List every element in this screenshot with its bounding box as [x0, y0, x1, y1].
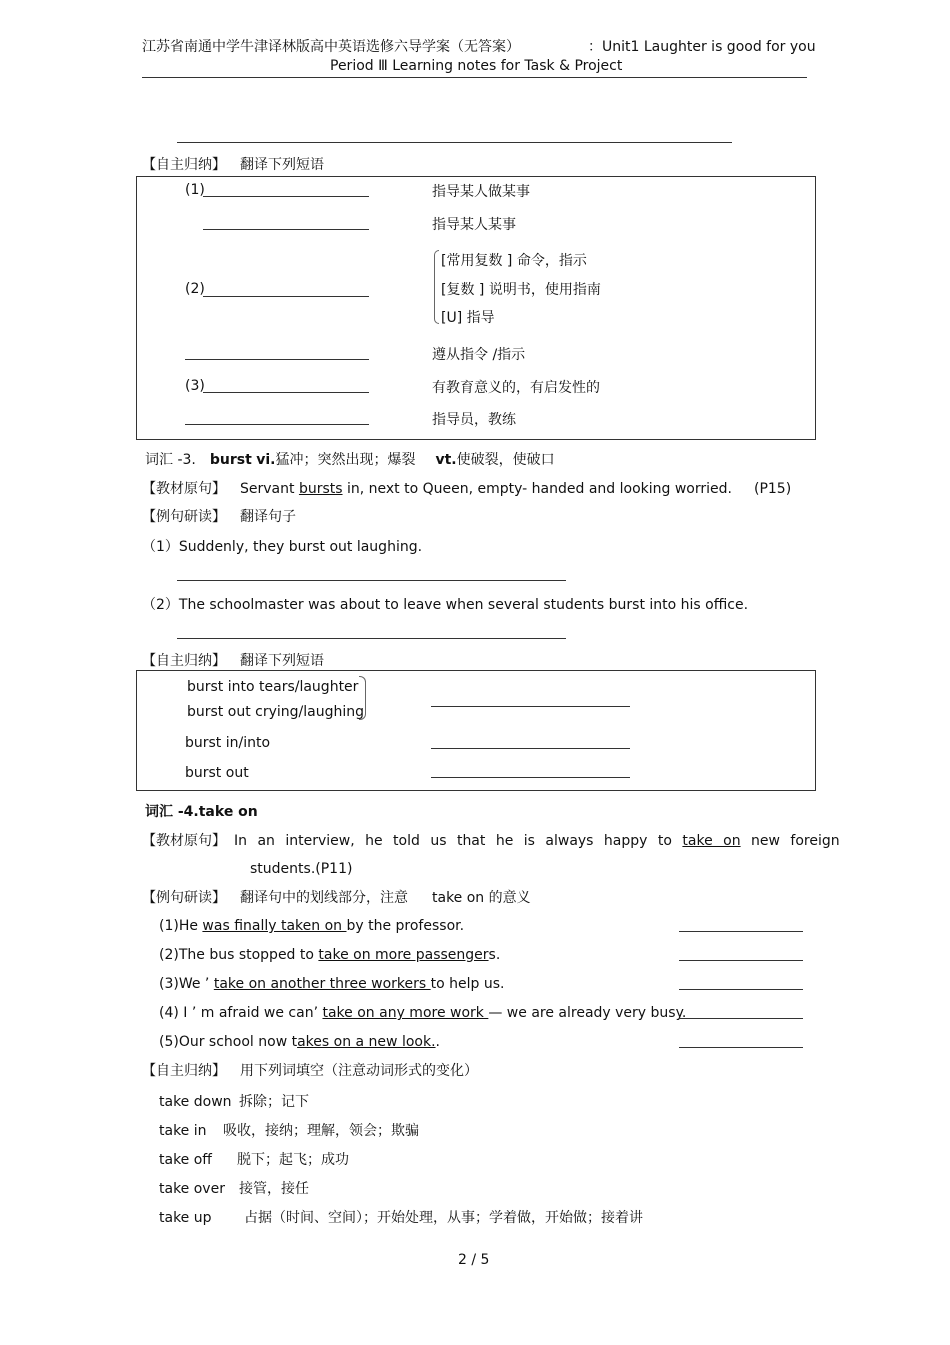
- answer-line: [679, 931, 803, 932]
- left-brace: [434, 250, 439, 324]
- page-number: 2 / 5: [458, 1252, 490, 1268]
- answer-line: [679, 1047, 803, 1048]
- answer-line: [431, 706, 630, 707]
- take-on-sentence: (1)He was finally taken on by the professor.: [159, 918, 465, 934]
- header-period: Period Ⅲ Learning notes for Task & Project: [330, 58, 623, 74]
- answer-line: [185, 424, 369, 425]
- answer-line: [177, 142, 732, 143]
- header-rule: [142, 77, 807, 78]
- take-on-sentence: (3)We ’ take on another three workers to help us.: [159, 976, 505, 992]
- answer-line: [203, 229, 369, 230]
- vocab-3-heading: 词汇 -3. burst vi.猛冲；突然出现；爆裂 vt.使破裂，使破口: [145, 452, 555, 468]
- phrase-item: burst out: [185, 765, 249, 781]
- phrase-entry: take up 占据（时间、空间）；开始处理，从事；学着做，开始做；接着讲: [159, 1210, 643, 1226]
- section2-heading: 【自主归纳】 翻译下列短语: [142, 653, 324, 669]
- row-meaning: [常用复数 ] 命令，指示: [441, 253, 587, 269]
- header-title: 江苏省南通中学牛津译林版高中英语选修六导学案（无答案）: [142, 39, 520, 55]
- row-num: (2): [185, 281, 205, 297]
- right-brace: [359, 676, 366, 720]
- phrase-entry: take in 吸收，接纳；理解，领会；欺骗: [159, 1123, 419, 1139]
- row-meaning: 指导某人某事: [432, 217, 516, 233]
- vocab-4-heading: 词汇 -4.take on: [145, 804, 258, 820]
- row-meaning: 遵从指令 /指示: [432, 347, 526, 363]
- row-meaning: 指导某人做某事: [432, 184, 530, 200]
- answer-line: [185, 359, 369, 360]
- phrase-item: burst in/into: [185, 735, 271, 751]
- row-meaning: 指导员，教练: [432, 412, 516, 428]
- take-on-sentence: (4) I ’ m afraid we can’ take on any more work — we are already very busy.: [159, 1005, 687, 1021]
- answer-line: [203, 196, 369, 197]
- example-sentence: （2）The schoolmaster was about to leave when several students burst into his office.: [142, 597, 749, 613]
- phrase-item: burst into tears/laughter: [187, 679, 359, 695]
- example-sentence: （1）Suddenly, they burst out laughing.: [142, 539, 423, 555]
- section3-heading: 【自主归纳】 用下列词填空（注意动词形式的变化）: [142, 1063, 478, 1079]
- answer-line: [431, 777, 630, 778]
- phrase-entry: take off 脱下；起飞；成功: [159, 1152, 349, 1168]
- take-on-sentence: (2)The bus stopped to take on more passengers.: [159, 947, 501, 963]
- answer-line: [431, 748, 630, 749]
- study-heading-4: 【例句研读】 翻译句中的划线部分，注意 take on 的意义: [142, 890, 531, 906]
- row-meaning: 有教育意义的，有启发性的: [432, 380, 600, 396]
- row-num: (1): [185, 182, 205, 198]
- original-sentence-4: 【教材原句】 In an interview, he told us that he is always happy to take on new foreign: [142, 833, 840, 849]
- answer-line: [177, 580, 566, 581]
- phrase-item: burst out crying/laughing: [187, 704, 364, 720]
- answer-line: [679, 960, 803, 961]
- original-sentence-4-cont: students.(P11): [250, 861, 353, 877]
- answer-line: [203, 392, 369, 393]
- row-meaning: [U] 指导: [441, 310, 495, 326]
- section1-heading: 【自主归纳】 翻译下列短语: [142, 157, 324, 173]
- take-on-sentence: (5)Our school now takes on a new look..: [159, 1034, 440, 1050]
- row-meaning: [复数 ] 说明书，使用指南: [441, 282, 601, 298]
- answer-line: [203, 296, 369, 297]
- answer-line: [177, 638, 566, 639]
- header-unit: ：Unit1 Laughter is good for you: [588, 39, 816, 55]
- answer-line: [679, 1018, 803, 1019]
- row-num: (3): [185, 378, 205, 394]
- answer-line: [679, 989, 803, 990]
- original-sentence-3: 【教材原句】 Servant bursts in, next to Queen, empty- handed and looking worried. (P15): [142, 481, 792, 497]
- study-heading-3: 【例句研读】 翻译句子: [142, 509, 296, 525]
- phrase-entry: take down 拆除；记下: [159, 1094, 309, 1110]
- phrase-entry: take over 接管，接任: [159, 1181, 309, 1197]
